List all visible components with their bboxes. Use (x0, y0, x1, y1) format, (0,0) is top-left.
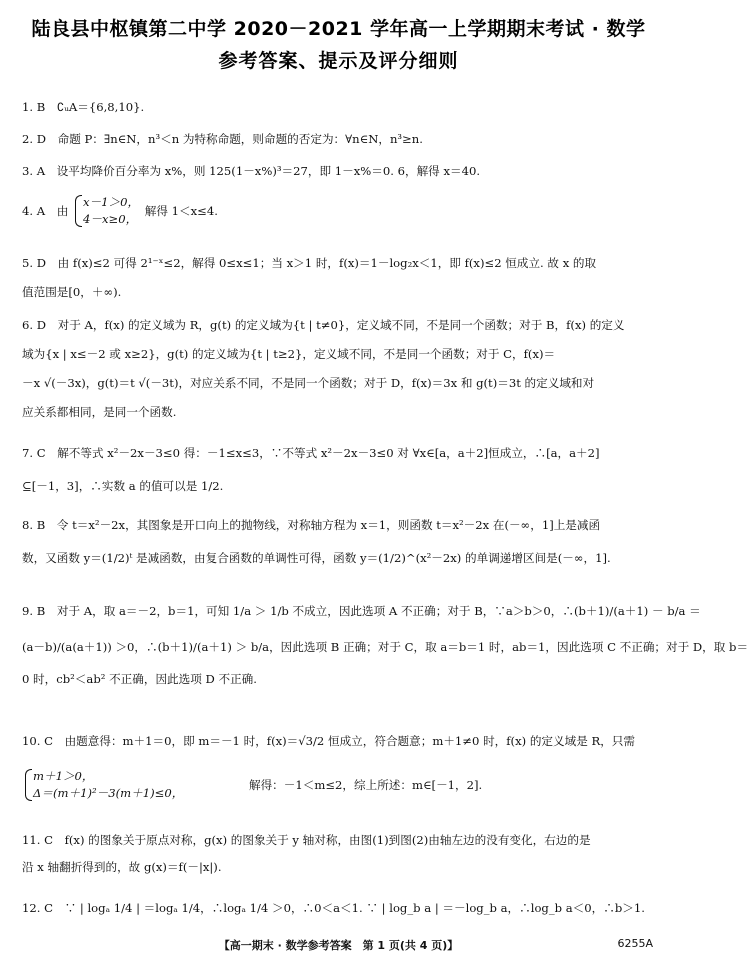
page-title: 陆良县中枢镇第二中学 2020－2021 学年高一上学期期末考试 · 数学 (31, 18, 646, 40)
answer-item-11 (22, 832, 652, 876)
answer-line: 11. C f(x) 的图象关于原点对称，g(x) 的图象关于 y 轴对称，由图(1)到图(2)由轴左边的没有变化，右边的是 (22, 833, 591, 847)
answer-item-5 (22, 255, 652, 301)
answer-suffix: 解得 1＜x≤4. (144, 203, 218, 218)
answer-line: 7. C 解不等式 x²－2x－3≤0 得：－1≤x≤3，∵不等式 x²－2x－3≤0 对 ∀x∈[a，a＋2]恒成立，∴[a，a＋2] (22, 446, 600, 460)
footer-page-info: 【高一期末 · 数学参考答案 第 1 页(共 4 页)】 (218, 939, 459, 952)
answer-item-7 (22, 445, 652, 495)
answer-line: 沿 x 轴翻折得到的，故 g(x)＝f(－|x|). (22, 860, 222, 874)
answer-line: (a－b)/(a(a＋1)) ＞0，∴(b＋1)/(a＋1) ＞ b/a，因此选项 B 正确；对于 C，取 a＝b＝1 时，ab＝1，因此选项 C 不正确；对于 D，取 b＝ (22, 640, 748, 654)
answer-line: 数，又函数 y＝(1/2)ᵗ 是减函数，由复合函数的单调性可得，函数 y＝(1/2)^(x²－2x) 的单调递增区间是(－∞，1]. (22, 551, 611, 565)
system-row: x－1＞0， (83, 195, 140, 209)
system-row: m＋1＞0， (33, 769, 94, 783)
answer-line: 3. A 设平均降价百分率为 x%，则 125(1－x%)³＝27，即 1－x%＝0. 6，解得 x＝40. (22, 164, 481, 178)
answer-item-4 (22, 194, 652, 228)
answer-item-6 (22, 317, 652, 421)
answer-line: 5. D 由 f(x)≤2 可得 2¹⁻ˣ≤2，解得 0≤x≤1；当 x＞1 时，f(x)＝1－log₂x＜1，即 f(x)≤2 恒成立. 故 x 的取 (22, 256, 597, 270)
inequality-system (24, 768, 183, 802)
answer-line: 8. B 令 t＝x²－2x，其图象是开口向上的抛物线，对称轴方程为 x＝1，则函数 t＝x²－2x 在(－∞，1]上是减函 (22, 518, 601, 532)
answer-item-2 (22, 131, 652, 148)
system-row: 4－x≥0， (83, 212, 138, 226)
answer-line: －x √(－3x)，g(t)＝t √(－3t)，对应关系不同，不是同一个函数；对于 D，f(x)＝3x 和 g(t)＝3t 的定义域和对 (22, 376, 595, 390)
page-subtitle: 参考答案、提示及评分细则 (218, 50, 459, 72)
answer-line: 值范围是[0，＋∞). (22, 285, 122, 299)
answer-line: 10. C 由题意得：m＋1＝0，即 m＝－1 时，f(x)＝√3/2 恒成立，符合题意；m＋1≠0 时，f(x) 的定义域是 R，只需 (22, 734, 635, 748)
inequality-system (74, 194, 139, 228)
answer-item-9 (22, 603, 748, 688)
answer-item-10 (22, 733, 652, 802)
answer-line: 0 时，cb²＜ab² 不正确，因此选项 D 不正确. (22, 672, 257, 686)
answer-line: ⊆[－1，3]，∴实数 a 的值可以是 1/2. (22, 479, 224, 493)
answer-suffix: 解得：－1＜m≤2，综上所述：m∈[－1，2]. (248, 777, 483, 792)
answer-prefix: 4. A 由 (22, 203, 69, 218)
answer-line: 应关系都相同，是同一个函数. (22, 405, 177, 419)
answer-line: 域为{x | x≤－2 或 x≥2}，g(t) 的定义域为{t | t≥2}，定义域不同，不是同一个函数；对于 C，f(x)＝ (22, 347, 556, 361)
footer-code: 6255A (617, 937, 653, 950)
answer-item-3 (22, 163, 652, 180)
answer-item-1 (22, 99, 652, 116)
answer-line: 2. D 命题 P：∃n∈N，n³＜n 为特称命题，则命题的否定为：∀n∈N，n³≥n. (22, 132, 423, 146)
answer-item-8 (22, 517, 652, 567)
answer-line: 12. C ∵ | logₐ 1/4 | ＝logₐ 1/4，∴logₐ 1/4 ＞0，∴0＜a＜1. ∵ | log_b a | ＝－log_b a，∴log_b a＜0，∴b＞1. (22, 901, 645, 915)
answer-line: 9. B 对于 A，取 a＝－2，b＝1，可知 1/a ＞ 1/b 不成立，因此选项 A 不正确；对于 B，∵a＞b＞0，∴(b＋1)/(a＋1) － b/a ＝ (22, 604, 701, 618)
system-row: Δ＝(m＋1)²－3(m＋1)≤0， (33, 786, 184, 800)
answer-item-12 (22, 900, 652, 917)
answer-line: 1. B ∁ᵤA＝{6,8,10}. (22, 100, 145, 114)
answer-line: 6. D 对于 A，f(x) 的定义域为 R，g(t) 的定义域为{t | t≠0}，定义域不同，不是同一个函数；对于 B，f(x) 的定义 (22, 318, 625, 332)
